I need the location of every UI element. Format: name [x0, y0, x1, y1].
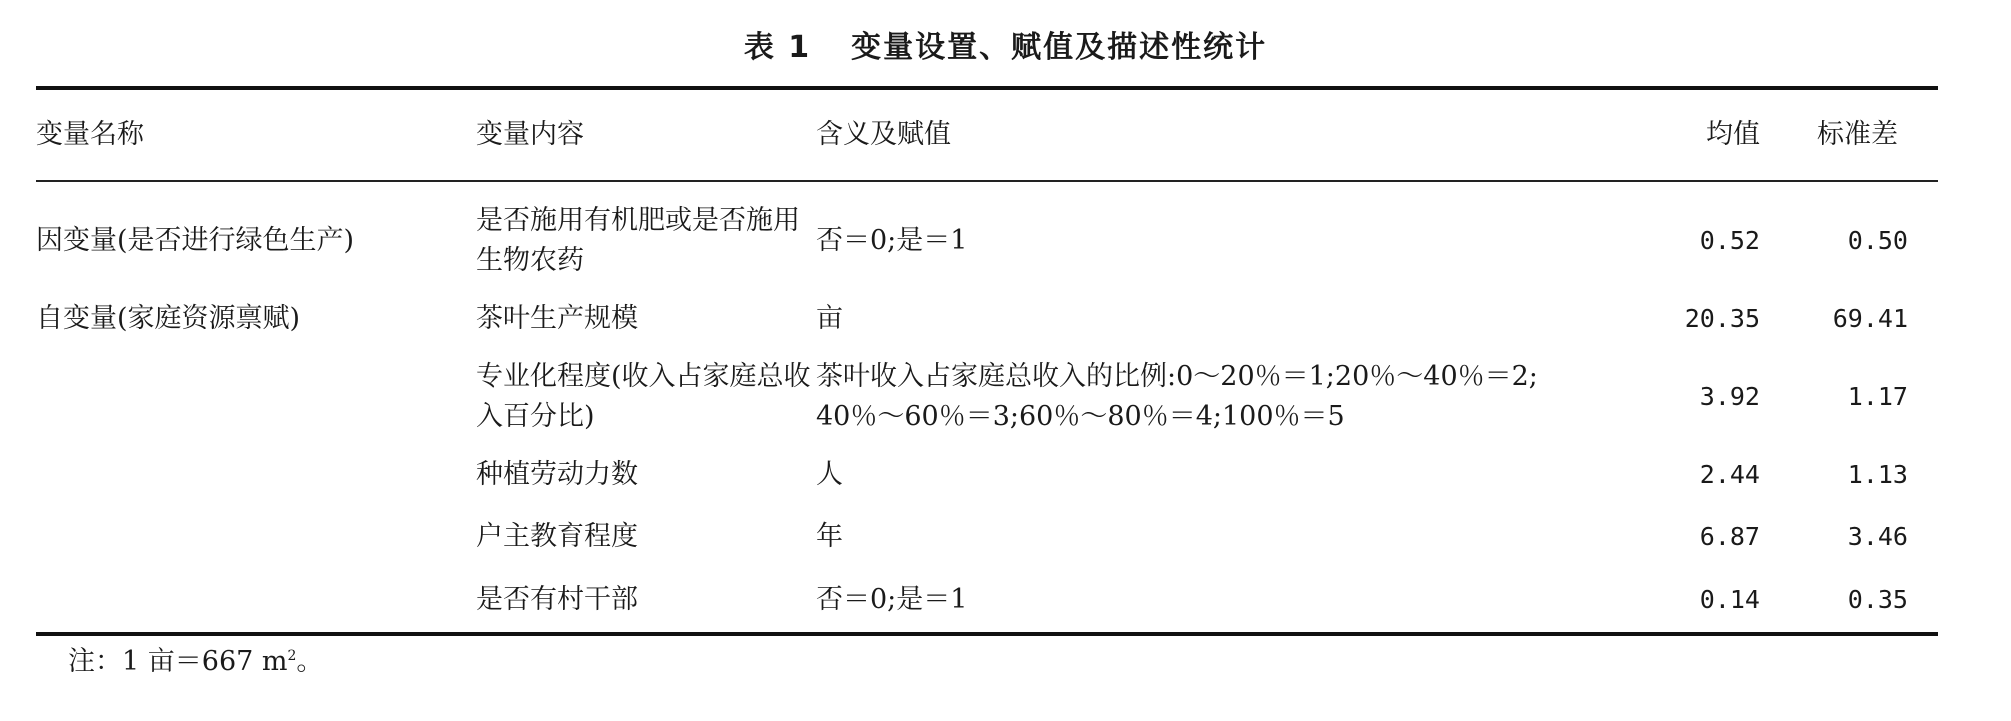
cell-meaning: 人: [816, 459, 843, 490]
cell-meaning: 否＝0;是＝1: [816, 225, 968, 256]
header-variable-content: 变量内容: [476, 119, 584, 150]
stats-table: [36, 90, 1938, 632]
cell-content: 是否有村干部: [476, 584, 638, 615]
cell-name: 自变量(家庭资源禀赋): [36, 303, 301, 334]
header-row: [36, 90, 1938, 180]
cell-mean: 3.92: [1699, 382, 1760, 411]
cell-mean: 20.35: [1684, 304, 1760, 333]
table-row: [36, 182, 1938, 288]
cell-mean: 2.44: [1699, 460, 1760, 489]
cell-name: 因变量(是否进行绿色生产): [36, 225, 355, 256]
cell-meaning: 亩: [816, 303, 843, 334]
table-title: [0, 24, 2011, 72]
cell-mean: 6.87: [1699, 522, 1760, 551]
table-row: [36, 350, 1938, 444]
cell-content: 是否施用有机肥或是否施用生物农药: [476, 205, 800, 276]
note-suffix: 。: [296, 646, 324, 677]
header-variable-name: 变量名称: [36, 119, 144, 150]
cell-meaning: 否＝0;是＝1: [816, 584, 968, 615]
note-text: 注：1 亩＝667 m: [68, 646, 288, 677]
cell-std: 69.41: [1832, 304, 1908, 333]
cell-name: [36, 350, 476, 444]
table-row: [36, 288, 1938, 350]
cell-content: 户主教育程度: [476, 521, 638, 552]
table-number: 表 1: [743, 30, 812, 65]
cell-content: 茶叶生产规模: [476, 303, 638, 334]
cell-content: 种植劳动力数: [476, 459, 638, 490]
cell-meaning: 茶叶收入占家庭总收入的比例:0～20％＝1;20％～40％＝2; 40％～60％＝3;60％～80％＝4;100％＝5: [816, 361, 1538, 432]
table-note: [68, 636, 323, 682]
table-row: [36, 506, 1938, 568]
note-superscript: 2: [287, 648, 297, 664]
header-meaning: 含义及赋值: [816, 119, 951, 150]
cell-name: [36, 506, 476, 568]
cell-mean: 0.14: [1699, 585, 1760, 614]
table-caption: 变量设置、赋值及描述性统计: [851, 30, 1268, 65]
cell-meaning: 年: [816, 521, 843, 552]
cell-std: 1.17: [1847, 382, 1908, 411]
cell-name: [36, 568, 476, 632]
cell-std: 0.35: [1847, 585, 1908, 614]
cell-std: 1.13: [1847, 460, 1908, 489]
cell-content: 专业化程度(收入占家庭总收入百分比): [476, 361, 811, 432]
table-row: [36, 568, 1938, 632]
cell-mean: 0.52: [1699, 226, 1760, 255]
header-std: 标准差: [1817, 119, 1898, 150]
stats-table-container: [36, 86, 1938, 636]
table-row: [36, 444, 1938, 506]
cell-name: [36, 444, 476, 506]
cell-std: 3.46: [1847, 522, 1908, 551]
header-mean: 均值: [1706, 119, 1760, 150]
cell-std: 0.50: [1847, 226, 1908, 255]
